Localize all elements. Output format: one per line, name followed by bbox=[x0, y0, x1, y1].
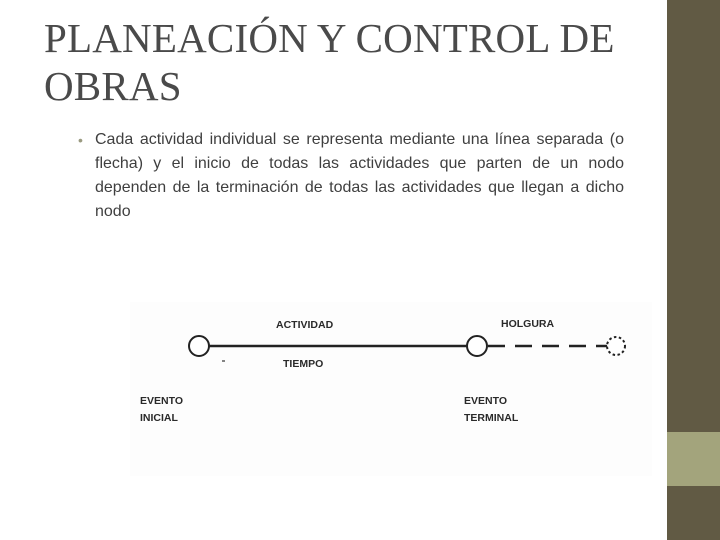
side-decoration-accent bbox=[667, 432, 720, 486]
time-label: TIEMPO bbox=[283, 358, 324, 370]
slack-label: HOLGURA bbox=[501, 318, 555, 330]
bullet-item bbox=[76, 128, 624, 224]
bullet-dot-icon: • bbox=[78, 132, 83, 148]
start-event-label-line1: EVENTO bbox=[140, 395, 183, 407]
end-node-circle bbox=[467, 336, 487, 356]
end-event-label-line1: EVENTO bbox=[464, 395, 507, 407]
slack-node-circle bbox=[607, 337, 625, 355]
slide-title: PLANEACIÓN Y CONTROL DE OBRAS bbox=[44, 15, 615, 109]
activity-diagram bbox=[130, 302, 652, 476]
bullet-text: Cada actividad individual se representa mediante una línea separada (o flecha) y el inicio de todas las actividades que parten de un nodo dependen de la terminación de todas las actividades que llegan a dicho nodo bbox=[95, 131, 624, 220]
activity-diagram-svg bbox=[130, 302, 652, 476]
bullet-list bbox=[76, 128, 624, 224]
activity-label: ACTIVIDAD bbox=[276, 319, 334, 331]
end-event-label-line2: TERMINAL bbox=[464, 412, 519, 424]
start-event-label-line2: INICIAL bbox=[140, 412, 178, 424]
start-node-circle bbox=[189, 336, 209, 356]
